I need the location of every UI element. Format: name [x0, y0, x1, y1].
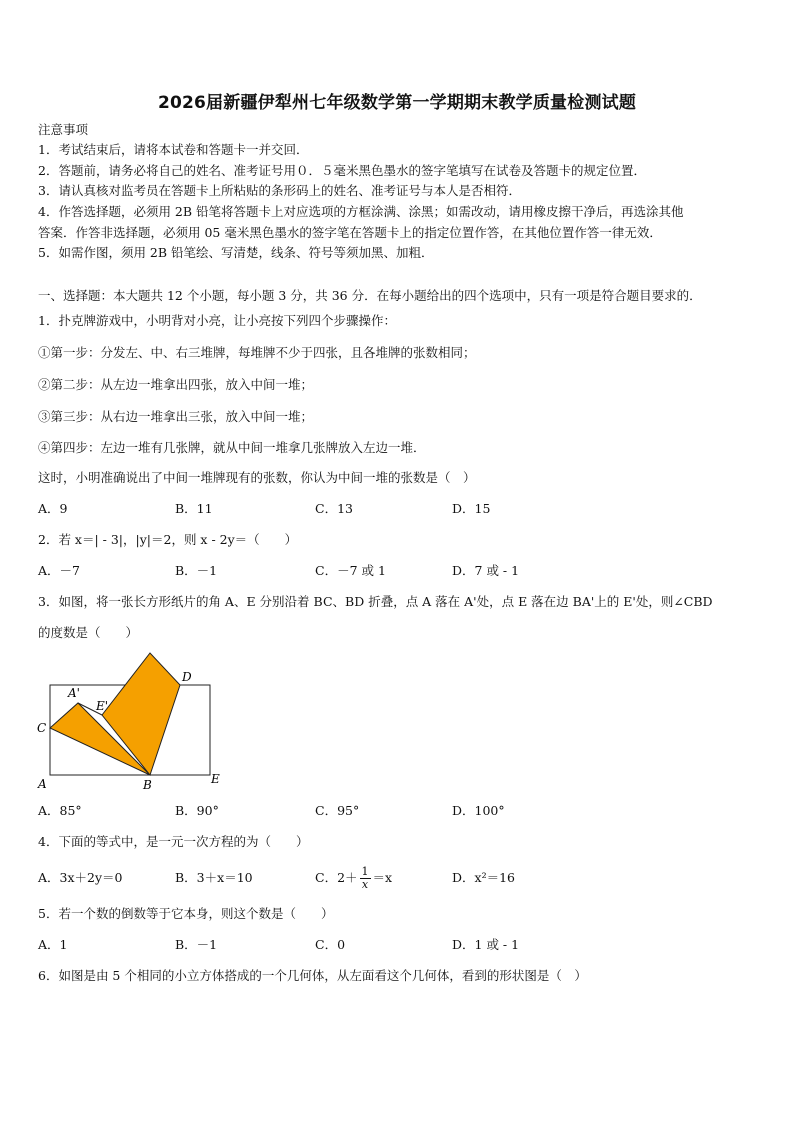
- notice-line-6: 5．如需作图，须用 2B 铅笔绘、写清楚，线条、符号等须加黑、加粗．: [38, 245, 434, 260]
- q5-option-b: B．－1: [175, 937, 218, 952]
- q4-option-c: [315, 859, 392, 897]
- label-a-prime: A': [68, 686, 80, 700]
- q1-question: 这时，小明准确说出了中间一堆牌现有的张数，你认为中间一堆的张数是（ ）: [38, 470, 476, 485]
- label-d: D: [182, 670, 192, 684]
- q3-option-c: C．95°: [315, 803, 360, 818]
- q4-option-c-prefix: C．2＋: [315, 870, 358, 885]
- q5-stem: 5．若一个数的倒数等于它本身，则这个数是（ ）: [38, 906, 334, 921]
- q1-option-a: A．9: [38, 501, 68, 516]
- notice-line-1: 1．考试结束后，请将本试卷和答题卡一并交回．: [38, 142, 309, 157]
- q5-option-d: D．1 或 - 1: [452, 937, 520, 952]
- q3-option-d: D．100°: [452, 803, 505, 818]
- label-c: C: [37, 721, 47, 735]
- q2-option-d: D．7 或 - 1: [452, 563, 520, 578]
- q5-option-a: A．1: [38, 937, 68, 952]
- q4-option-b: B．3＋x＝10: [175, 870, 253, 885]
- q3-option-a: A．85°: [38, 803, 82, 818]
- q6-stem: 6．如图是由 5 个相同的小立方体搭成的一个几何体，从左面看这个几何体，看到的形状图是（ ）: [38, 968, 587, 983]
- q4-stem: 4．下面的等式中，是一元一次方程的为（ ）: [38, 834, 309, 849]
- q1-option-b: B．11: [175, 501, 213, 516]
- page-title: 2026届新疆伊犁州七年级数学第一学期期末教学质量检测试题: [157, 93, 637, 113]
- notice-heading: 注意事项: [38, 122, 89, 137]
- q2-option-c: C．－7 或 1: [315, 563, 386, 578]
- q1-step-4: ④第四步：左边一堆有几张牌，就从中间一堆拿几张牌放入左边一堆．: [38, 440, 426, 455]
- label-a: A: [38, 777, 47, 791]
- label-b: B: [143, 778, 152, 792]
- notice-line-4: 4．作答选择题，必须用 2B 铅笔将答题卡上对应选项的方框涂满、涂黑；如需改动，请用橡皮擦干净后，再选涂其他: [38, 204, 684, 219]
- q1-stem: 1．扑克牌游戏中，小明背对小亮，让小亮按下列四个步骤操作：: [38, 313, 396, 328]
- fraction-denominator: x: [361, 878, 369, 891]
- q4-option-d: D．x²＝16: [452, 870, 515, 885]
- notice-line-2: 2．答题前，请务必将自己的姓名、准考证号用０．５毫米黑色墨水的签字笔填写在试卷及答题卡的规定位置．: [38, 163, 646, 178]
- q2-option-a: A．－7: [38, 563, 80, 578]
- q2-option-b: B．－1: [175, 563, 218, 578]
- q4-option-c-suffix: ＝x: [372, 870, 393, 885]
- q1-option-d: D．15: [452, 501, 491, 516]
- fraction-numerator: 1: [361, 865, 369, 878]
- q1-step-1: ①第一步：分发左、中、右三堆牌，每堆牌不少于四张，且各堆牌的张数相同；: [38, 345, 476, 360]
- q4-option-a: A．3x＋2y＝0: [38, 870, 123, 885]
- q3-stem-line-1: 3．如图，将一张长方形纸片的角 A、E 分别沿着 BC、BD 折叠，点 A 落在 A'处，点 E 落在边 BA'上的 E'处，则∠CBD: [38, 594, 713, 609]
- q2-stem: 2．若 x＝| - 3|，|y|＝2，则 x - 2y＝（ ）: [38, 532, 298, 547]
- fraction-one-over-x: [360, 866, 371, 891]
- label-e-prime: E': [96, 699, 109, 713]
- q1-option-c: C．13: [315, 501, 353, 516]
- notice-line-3: 3．请认真核对监考员在答题卡上所粘贴的条形码上的姓名、准考证号与本人是否相符．: [38, 183, 521, 198]
- q3-stem-line-2: 的度数是（ ）: [38, 625, 139, 640]
- notice-line-5: 答案．作答非选择题，必须用 05 毫米黑色墨水的签字笔在答题卡上的指定位置作答，在其他位置作答一律无效．: [38, 225, 662, 240]
- q3-option-b: B．90°: [175, 803, 219, 818]
- label-e: E: [211, 772, 220, 786]
- folding-figure: [30, 648, 230, 796]
- q1-step-2: ②第二步：从左边一堆拿出四张，放入中间一堆；: [38, 377, 314, 392]
- q1-step-3: ③第三步：从右边一堆拿出三张，放入中间一堆；: [38, 409, 314, 424]
- q5-option-c: C．0: [315, 937, 346, 952]
- section-heading: 一、选择题：本大题共 12 个小题，每小题 3 分，共 36 分．在每小题给出的四个选项中，只有一项是符合题目要求的．: [38, 288, 702, 303]
